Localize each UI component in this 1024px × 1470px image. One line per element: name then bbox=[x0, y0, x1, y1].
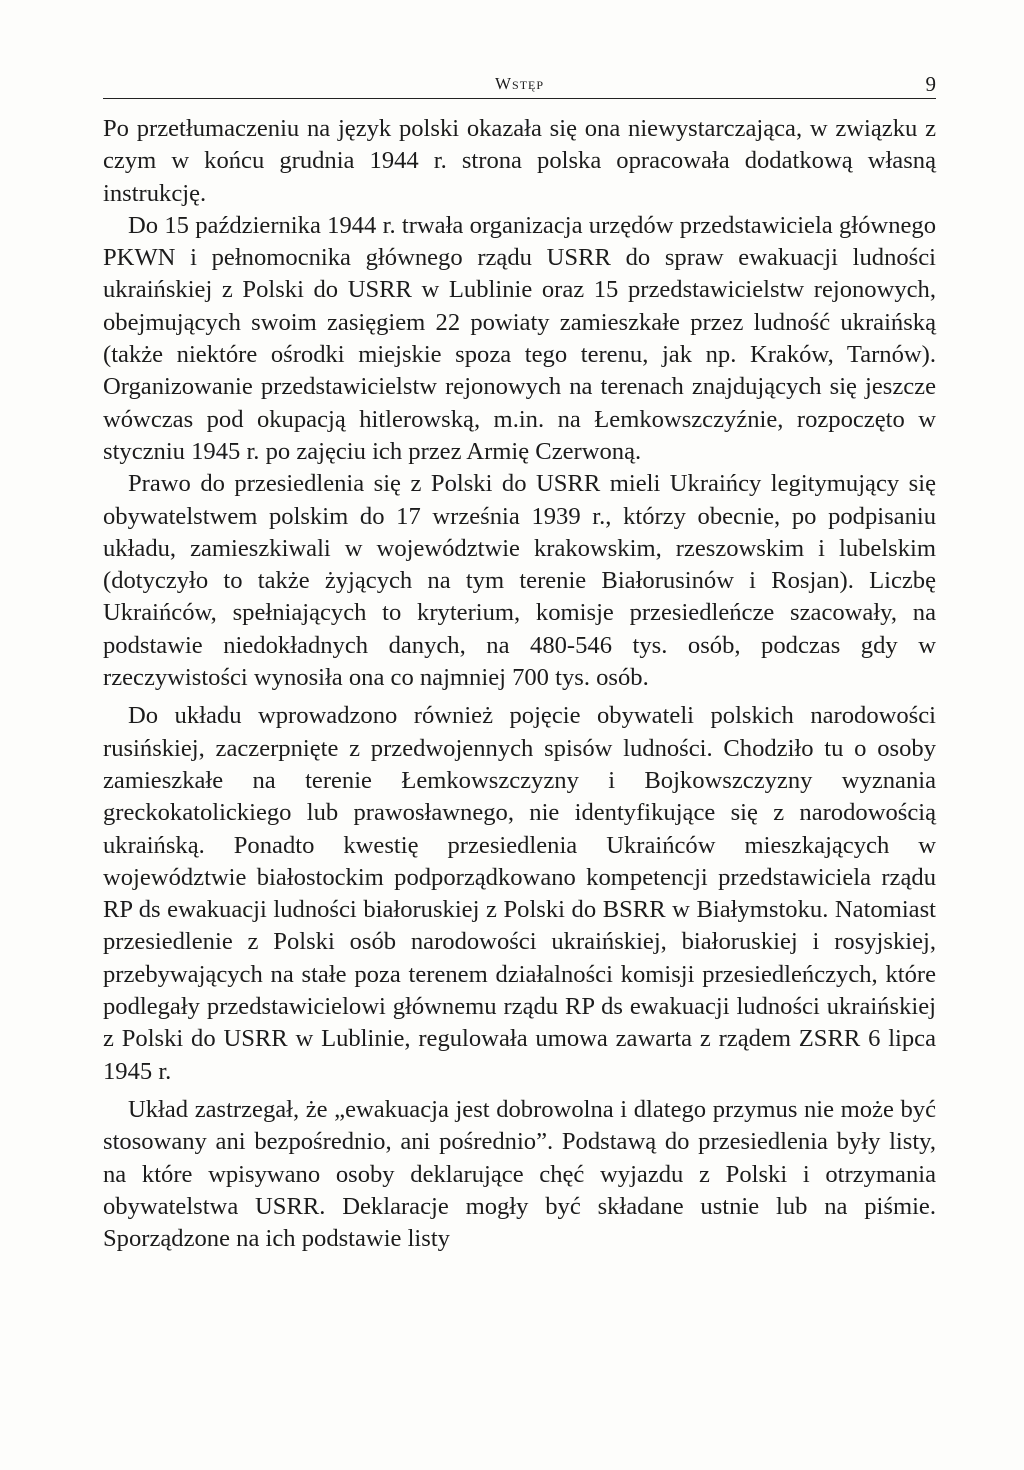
body-text bbox=[103, 113, 936, 1255]
book-page bbox=[103, 72, 936, 1255]
running-head bbox=[103, 72, 936, 99]
paragraph-3: Prawo do przesiedlenia się z Polski do USRR mieli Ukraińcy legitymujący się obywatelstwem polskim do 17 września 1939 r., którzy obecnie, po podpisaniu układu, zamieszkiwali w województwie krakowskim, rzeszowskim i lubelskim (dotyczyło to także żyjących na tym terenie Białorusinów i Rosjan). Liczbę Ukraińców, spełniających to kryterium, komisje przesiedleńcze szacowały, na podstawie niedokładnych danych, na 480-546 tys. osób, podczas gdy w rzeczywistości wynosiła ona co najmniej 700 tys. osób. bbox=[103, 470, 936, 692]
paragraph-2: Do 15 października 1944 r. trwała organizacja urzędów przedstawiciela głównego PKWN i pełnomocnika głównego rządu USRR do spraw ewakuacji ludności ukraińskiej z Polski do USRR w Lublinie oraz 15 przedstawicielstw rejonowych, obejmujących swoim zasięgiem 22 powiaty zamieszkałe przez ludność ukraińską (także niektóre ośrodki miejskie spoza tego terenu, jak np. Kraków, Tarnów). Organizowanie przedstawicielstw rejonowych na terenach znajdujących się jeszcze wówczas pod okupacją hitlerowską, m.in. na Łemkowszczyźnie, rozpoczęto w styczniu 1945 r. po zajęciu ich przez Armię Czerwoną. bbox=[103, 211, 936, 465]
paragraph-1: Po przetłumaczeniu na język polski okazała się ona niewystarczająca, w związku z czym w końcu grudnia 1944 r. strona polska opracowała dodatkową własną instrukcję. bbox=[103, 115, 936, 207]
paragraph-4: Do układu wprowadzono również pojęcie obywateli polskich narodowości rusińskiej, zaczerpnięte z przedwojennych spisów ludności. Chodziło tu o osoby zamieszkałe na terenie Łemkowszczyzny i Bojkowszczyzny wyznania greckokatolickiego lub prawosławnego, nie identyfikujące się z narodowością ukraińską. Ponadto kwestię przesiedlenia Ukraińców mieszkających w województwie białostockim podporządkowano kompetencji przedstawiciela rządu RP ds ewakuacji ludności białoruskiej z Polski do BSRR w Białymstoku. Natomiast przesiedlenie z Polski osób narodowości ukraińskiej, białoruskiej i rosyjskiej, przebywających na stałe poza terenem działalności komisji przesiedleńczych, które podlegały przedstawicielowi głównemu rządu RP ds ewakuacji ludności ukraińskiej z Polski do USRR w Lublinie, regulowała umowa zawarta z rządem ZSRR 6 lipca 1945 r. bbox=[103, 702, 936, 1085]
paragraph-5: Układ zastrzegał, że „ewakuacja jest dobrowolna i dlatego przymus nie może być stosowany ani bezpośrednio, ani pośrednio”. Podstawą do przesiedlenia były listy, na które wpisywano osoby deklarujące chęć wyjazdu z Polski i otrzymania obywatelstwa USRR. Deklaracje mogły być składane ustnie lub na piśmie. Sporządzone na ich podstawie listy bbox=[103, 1095, 936, 1253]
page-number: 9 bbox=[925, 72, 936, 96]
running-title: Wstęp bbox=[494, 74, 545, 93]
